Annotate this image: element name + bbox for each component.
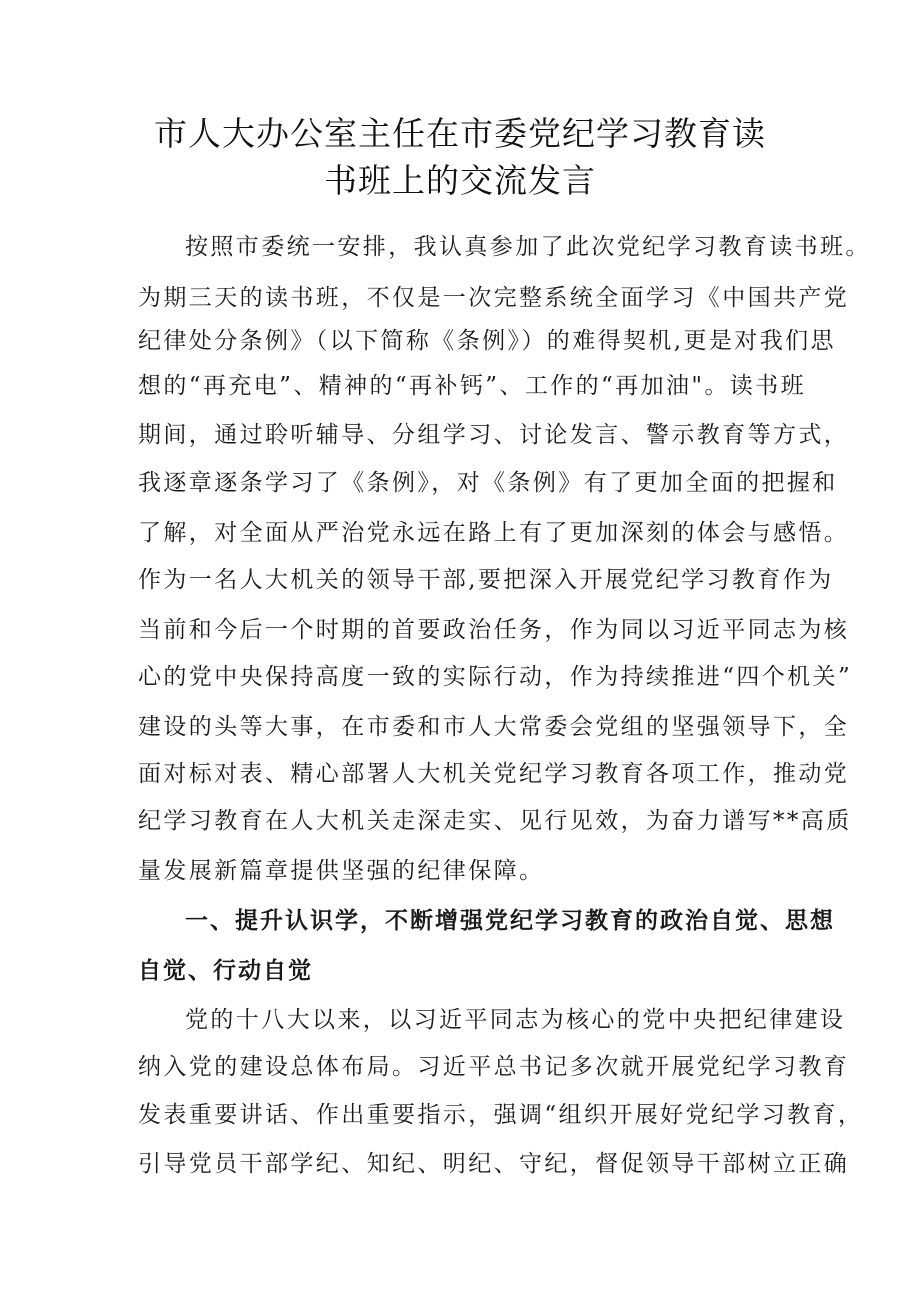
body-line: 纪律处分条例》（以下简称《条例》）的难得契机,更是对我们思	[138, 328, 836, 354]
body-line: 当前和今后一个时期的首要政治任务，作为同以习近平同志为核	[138, 617, 850, 643]
body-line: 我逐章逐条学习了《条例》，对《条例》有了更加全面的把握和	[138, 470, 838, 496]
body-line: 按照市委统一安排，我认真参加了此次党纪学习教育读书班。	[185, 234, 871, 260]
section-body-line: 引导党员干部学纪、知纪、明纪、守纪，督促领导干部树立正确	[138, 1151, 850, 1177]
body-line: 想的“再充电”、精神的“再补钙”、工作的“再加油"。读书班	[138, 373, 806, 399]
section-body-line: 党的十八大以来，以习近平同志为核心的党中央把纪律建设	[185, 1007, 846, 1033]
section-body-line: 发表重要讲话、作出重要指示，强调“组织开展好党纪学习教育，	[138, 1102, 864, 1128]
body-line: 面对标对表、精心部署人大机关党纪学习教育各项工作，推动党	[138, 761, 850, 787]
body-line: 量发展新篇章提供坚强的纪律保障。	[138, 858, 545, 884]
body-line: 心的党中央保持高度一致的实际行动，作为持续推进“四个机关”	[138, 664, 853, 690]
section-body-line: 纳入党的建设总体布局。习近平总书记多次就开展党纪学习教育	[138, 1054, 850, 1080]
document-title-line-2: 书班上的交流发言	[324, 161, 596, 200]
body-line: 纪学习教育在人大机关走深走实、见行见效，为奋力谱写**高质	[138, 808, 852, 834]
body-line: 作为一名人大机关的领导干部,要把深入开展党纪学习教育作为	[138, 567, 834, 593]
section-heading-line-2: 自觉、行动自觉	[138, 958, 313, 984]
document-title-line-1: 市人大办公室主任在市委党纪学习教育读	[154, 114, 766, 153]
section-heading-line-1: 一、提升认识学，不断增强党纪学习教育的政治自觉、思想	[185, 908, 835, 934]
body-line: 建设的头等大事，在市委和市人大常委会党组的坚强领导下，全	[138, 714, 850, 740]
body-line: 期间，通过聆听辅导、分组学习、讨论发言、警示教育等方式，	[138, 422, 850, 448]
body-line: 了解，对全面从严治党永远在路上有了更加深刻的体会与感悟。	[138, 520, 850, 546]
body-line: 为期三天的读书班，不仅是一次完整系统全面学习《中国共产党	[138, 285, 850, 311]
